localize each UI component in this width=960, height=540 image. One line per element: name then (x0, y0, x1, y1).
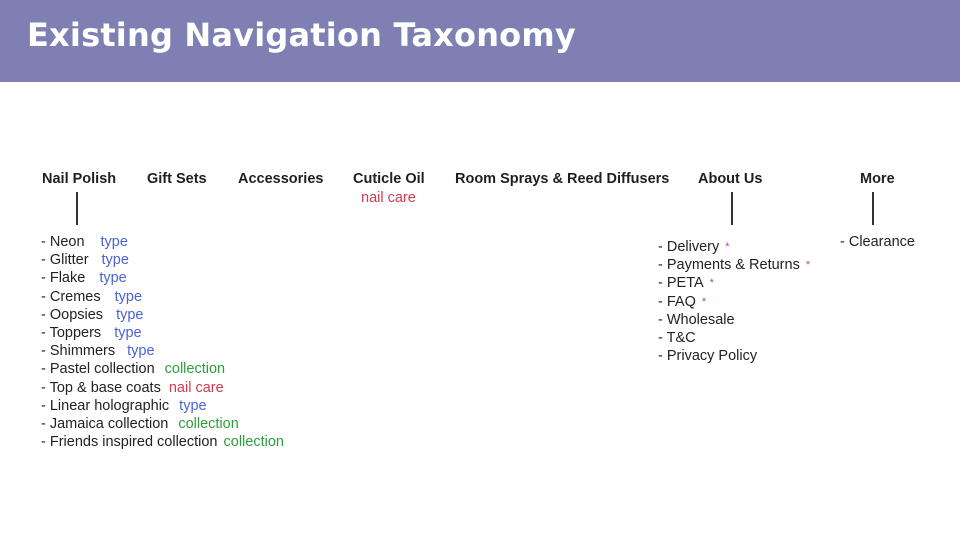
type-tag: type (116, 306, 144, 323)
star-marker: * (725, 241, 730, 253)
list-item: - Toppers type (41, 324, 142, 341)
type-tag: type (127, 343, 155, 360)
nav-item-gift-sets: Gift Sets (147, 171, 207, 187)
nav-item-about-us: About Us (698, 171, 763, 187)
nav-item-cuticle-oil: Cuticle Oil (353, 171, 425, 187)
type-tag: type (100, 234, 128, 250)
collection-tag: collection (223, 434, 284, 451)
list-item: - Flake type (41, 270, 127, 287)
list-item: - Cremes type (41, 288, 143, 305)
cuticle-oil-tag: nail care (361, 190, 416, 206)
type-tag: type (114, 324, 142, 341)
about-us-connector (731, 192, 733, 225)
more-list (840, 233, 915, 251)
type-tag: type (99, 270, 127, 287)
list-item: - Shimmers type (41, 343, 155, 360)
type-tag: type (179, 397, 207, 414)
list-item: - FAQ * (658, 293, 707, 310)
star-marker: * (709, 277, 714, 290)
star-marker: * (805, 259, 811, 272)
type-tag: type (114, 288, 143, 305)
about-us-list (658, 238, 810, 365)
type-tag: type (101, 252, 129, 269)
list-item: - Delivery * (658, 239, 730, 255)
nav-item-accessories: Accessories (238, 171, 324, 187)
list-item: - Privacy Policy (658, 348, 758, 365)
list-item: - Payments & Returns * (658, 257, 811, 274)
star-marker: * (701, 295, 707, 308)
nav-item-more: More (860, 171, 895, 187)
list-item: - T&C (658, 329, 696, 346)
list-item: - Linear holographic type (41, 397, 207, 414)
nail-polish-list (41, 233, 284, 451)
nail-polish-connector (76, 192, 78, 225)
list-item: - PETA * (658, 275, 714, 292)
list-item: - Friends inspired collection collection (41, 434, 284, 451)
more-connector (872, 192, 874, 225)
slide-title: Existing Navigation Taxonomy (27, 16, 576, 54)
list-item: - Glitter type (41, 252, 129, 269)
collection-tag: collection (164, 361, 226, 378)
collection-tag: collection (178, 415, 239, 432)
nav-item-nail-polish: Nail Polish (42, 171, 117, 187)
slide-header (0, 0, 960, 82)
nav-item-room-sprays: Room Sprays & Reed Diffusers (455, 171, 670, 187)
list-item: - Wholesale (658, 311, 735, 328)
list-item: - Oopsies type (41, 306, 144, 323)
list-item: - Clearance (840, 234, 915, 250)
list-item: - Neon type (41, 234, 128, 250)
list-item: - Top & base coats nail care (41, 379, 224, 396)
list-item: - Jamaica collection collection (41, 415, 239, 432)
list-item: - Pastel collection collection (41, 361, 226, 378)
nail-care-tag: nail care (168, 379, 224, 396)
